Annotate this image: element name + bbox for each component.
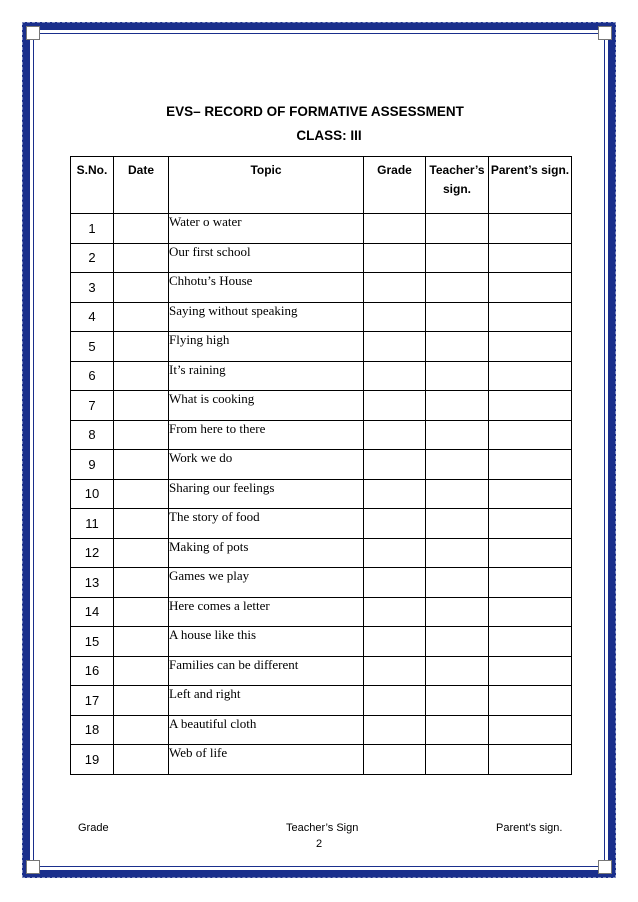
cell-teacher-sign <box>426 450 489 480</box>
cell-parent-sign <box>489 302 572 332</box>
cell-sno: 15 <box>71 627 114 657</box>
cell-teacher-sign <box>426 597 489 627</box>
cell-sno: 4 <box>71 302 114 332</box>
cell-topic: Here comes a letter <box>169 597 364 627</box>
cell-date <box>114 332 169 362</box>
cell-grade <box>364 656 426 686</box>
cell-topic: From here to there <box>169 420 364 450</box>
table-row <box>71 420 572 450</box>
class-label: CLASS: III <box>296 128 362 143</box>
table-row <box>71 597 572 627</box>
cell-topic: Sharing our feelings <box>169 479 364 509</box>
cell-topic: Games we play <box>169 568 364 598</box>
cell-grade <box>364 479 426 509</box>
cell-sno: 16 <box>71 656 114 686</box>
cell-grade <box>364 361 426 391</box>
cell-teacher-sign <box>426 509 489 539</box>
cell-date <box>114 214 169 244</box>
cell-grade <box>364 302 426 332</box>
cell-sno: 5 <box>71 332 114 362</box>
assessment-table <box>70 156 572 775</box>
header-sno: S.No. <box>71 157 114 214</box>
cell-topic: Families can be different <box>169 656 364 686</box>
cell-grade <box>364 273 426 303</box>
cell-topic: A beautiful cloth <box>169 715 364 745</box>
cell-topic: Chhotu’s House <box>169 273 364 303</box>
cell-teacher-sign <box>426 656 489 686</box>
cell-parent-sign <box>489 361 572 391</box>
table-row <box>71 479 572 509</box>
footer-grade: Grade <box>78 822 109 834</box>
cell-date <box>114 509 169 539</box>
cell-date <box>114 538 169 568</box>
table-row <box>71 243 572 273</box>
cell-sno: 7 <box>71 391 114 421</box>
table-row <box>71 302 572 332</box>
cell-sno: 6 <box>71 361 114 391</box>
cell-parent-sign <box>489 450 572 480</box>
cell-date <box>114 597 169 627</box>
cell-date <box>114 361 169 391</box>
cell-topic: Flying high <box>169 332 364 362</box>
cell-topic: Water o water <box>169 214 364 244</box>
table-row <box>71 361 572 391</box>
cell-grade <box>364 214 426 244</box>
table-row <box>71 745 572 775</box>
cell-teacher-sign <box>426 568 489 598</box>
corner-ornament-top-right <box>598 26 612 40</box>
cell-grade <box>364 391 426 421</box>
cell-teacher-sign <box>426 332 489 362</box>
table-row <box>71 656 572 686</box>
corner-ornament-bottom-right <box>598 860 612 874</box>
table-header-row <box>71 157 572 214</box>
cell-grade <box>364 686 426 716</box>
cell-teacher-sign <box>426 391 489 421</box>
table-row <box>71 538 572 568</box>
cell-parent-sign <box>489 420 572 450</box>
cell-sno: 11 <box>71 509 114 539</box>
cell-date <box>114 391 169 421</box>
cell-teacher-sign <box>426 538 489 568</box>
cell-parent-sign <box>489 538 572 568</box>
cell-date <box>114 302 169 332</box>
header-date: Date <box>114 157 169 214</box>
cell-topic: Saying without speaking <box>169 302 364 332</box>
cell-teacher-sign <box>426 302 489 332</box>
table-row <box>71 450 572 480</box>
cell-topic: Making of pots <box>169 538 364 568</box>
cell-topic: The story of food <box>169 509 364 539</box>
cell-sno: 17 <box>71 686 114 716</box>
cell-sno: 8 <box>71 420 114 450</box>
cell-date <box>114 745 169 775</box>
cell-parent-sign <box>489 715 572 745</box>
cell-teacher-sign <box>426 627 489 657</box>
cell-parent-sign <box>489 273 572 303</box>
cell-teacher-sign <box>426 715 489 745</box>
table-row <box>71 273 572 303</box>
cell-parent-sign <box>489 597 572 627</box>
cell-parent-sign <box>489 686 572 716</box>
cell-grade <box>364 627 426 657</box>
table-row <box>71 509 572 539</box>
cell-teacher-sign <box>426 361 489 391</box>
cell-sno: 14 <box>71 597 114 627</box>
cell-topic: Left and right <box>169 686 364 716</box>
corner-ornament-top-left <box>26 26 40 40</box>
cell-teacher-sign <box>426 686 489 716</box>
header-grade: Grade <box>364 157 426 214</box>
cell-parent-sign <box>489 332 572 362</box>
cell-grade <box>364 597 426 627</box>
cell-parent-sign <box>489 627 572 657</box>
cell-parent-sign <box>489 568 572 598</box>
cell-sno: 13 <box>71 568 114 598</box>
cell-teacher-sign <box>426 214 489 244</box>
cell-teacher-sign <box>426 745 489 775</box>
cell-date <box>114 273 169 303</box>
cell-teacher-sign <box>426 243 489 273</box>
cell-sno: 3 <box>71 273 114 303</box>
cell-teacher-sign <box>426 273 489 303</box>
table-row <box>71 715 572 745</box>
table-row <box>71 391 572 421</box>
cell-grade <box>364 450 426 480</box>
cell-date <box>114 715 169 745</box>
cell-date <box>114 479 169 509</box>
cell-parent-sign <box>489 656 572 686</box>
cell-parent-sign <box>489 214 572 244</box>
cell-topic: Web of life <box>169 745 364 775</box>
corner-ornament-bottom-left <box>26 860 40 874</box>
cell-date <box>114 450 169 480</box>
table-row <box>71 332 572 362</box>
page-title: EVS– RECORD OF FORMATIVE ASSESSMENT <box>166 104 464 119</box>
cell-topic: It’s raining <box>169 361 364 391</box>
cell-sno: 10 <box>71 479 114 509</box>
footer-teacher-sign: Teacher’s Sign <box>286 822 359 834</box>
cell-parent-sign <box>489 243 572 273</box>
table-row <box>71 214 572 244</box>
cell-topic: Work we do <box>169 450 364 480</box>
cell-sno: 9 <box>71 450 114 480</box>
cell-grade <box>364 538 426 568</box>
header-parent-sign: Parent’s sign. <box>489 157 572 214</box>
cell-date <box>114 568 169 598</box>
cell-date <box>114 627 169 657</box>
cell-topic: Our first school <box>169 243 364 273</box>
cell-date <box>114 686 169 716</box>
cell-sno: 12 <box>71 538 114 568</box>
page-number: 2 <box>315 838 323 850</box>
cell-grade <box>364 420 426 450</box>
cell-parent-sign <box>489 509 572 539</box>
table-row <box>71 568 572 598</box>
cell-parent-sign <box>489 391 572 421</box>
cell-topic: What is cooking <box>169 391 364 421</box>
cell-teacher-sign <box>426 420 489 450</box>
cell-date <box>114 420 169 450</box>
cell-teacher-sign <box>426 479 489 509</box>
cell-topic: A house like this <box>169 627 364 657</box>
cell-grade <box>364 509 426 539</box>
cell-grade <box>364 332 426 362</box>
cell-date <box>114 656 169 686</box>
cell-sno: 19 <box>71 745 114 775</box>
cell-grade <box>364 568 426 598</box>
table-row <box>71 627 572 657</box>
cell-grade <box>364 243 426 273</box>
cell-parent-sign <box>489 745 572 775</box>
cell-sno: 18 <box>71 715 114 745</box>
cell-grade <box>364 745 426 775</box>
footer-parent-sign: Parent’s sign. <box>496 822 563 834</box>
cell-grade <box>364 715 426 745</box>
header-topic: Topic <box>169 157 364 214</box>
header-teacher-sign: Teacher’s sign. <box>426 157 489 214</box>
cell-sno: 1 <box>71 214 114 244</box>
table-row <box>71 686 572 716</box>
cell-date <box>114 243 169 273</box>
cell-sno: 2 <box>71 243 114 273</box>
cell-parent-sign <box>489 479 572 509</box>
